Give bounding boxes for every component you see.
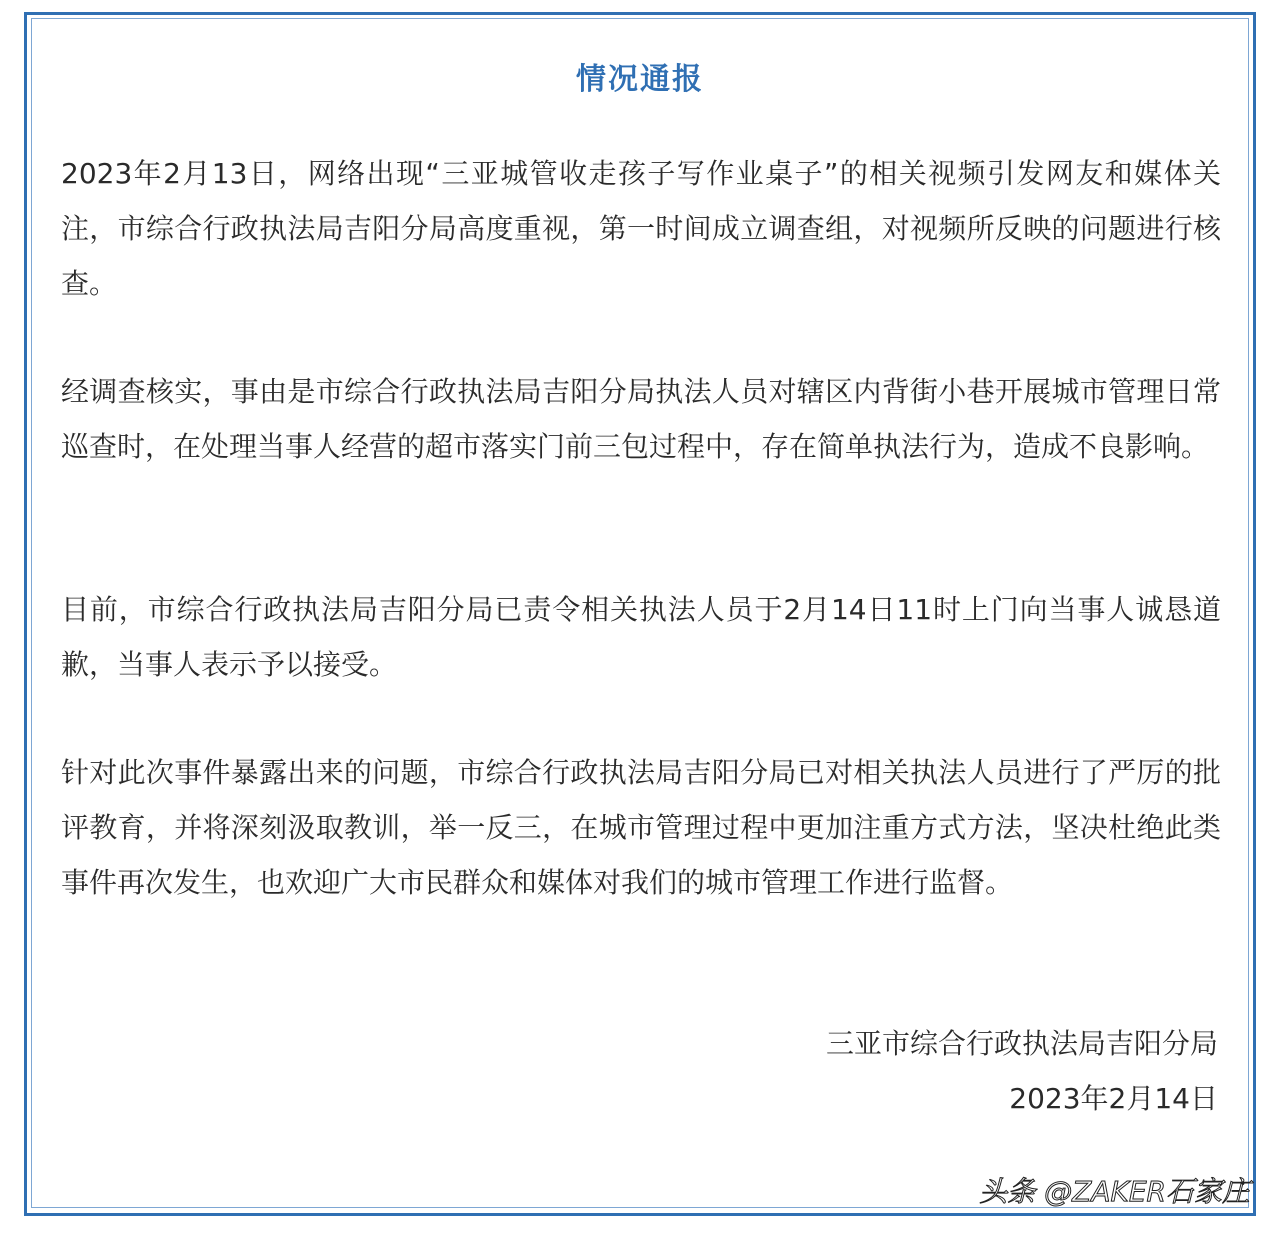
signature-date: 2023年2月14日 xyxy=(1009,1082,1218,1115)
notice-paragraph-1: 2023年2月13日，网络出现“三亚城管收走孩子写作业桌子”的相关视频引发网友和媒体关注，市综合行政执法局吉阳分局高度重视，第一时间成立调查组，对视频所反映的问题进行核查。 xyxy=(61,157,1221,300)
notice-title: 情况通报 xyxy=(576,62,704,97)
source-watermark: 头条 @ZAKER石家庄 xyxy=(979,1175,1250,1208)
notice-paragraph-3: 目前，市综合行政执法局吉阳分局已责令相关执法人员于2月14日11时上门向当事人诚恳道歉，当事人表示予以接受。 xyxy=(61,593,1221,681)
notice-paragraph-2: 经调查核实，事由是市综合行政执法局吉阳分局执法人员对辖区内背街小巷开展城市管理日常巡查时，在处理当事人经营的超市落实门前三包过程中，存在简单执法行为，造成不良影响。 xyxy=(61,375,1221,463)
signature-organization: 三亚市综合行政执法局吉阳分局 xyxy=(825,1027,1218,1060)
notice-paragraph-4: 针对此次事件暴露出来的问题，市综合行政执法局吉阳分局已对相关执法人员进行了严厉的批评教育，并将深刻汲取教训，举一反三，在城市管理过程中更加注重方式方法，坚决杜绝此类事件再次发生，也欢迎广大市民群众和媒体对我们的城市管理工作进行监督。 xyxy=(61,756,1221,899)
